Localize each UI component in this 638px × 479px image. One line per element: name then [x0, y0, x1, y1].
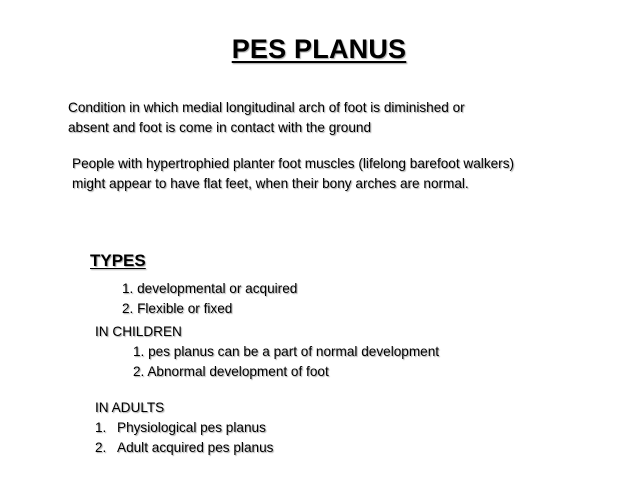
list-item: 1. pes planus can be a part of normal development: [133, 344, 440, 359]
list-item: 2. Abnormal development of foot: [133, 364, 329, 379]
list-item: 1. developmental or acquired: [122, 281, 298, 296]
definition-paragraph: [68, 98, 465, 138]
list-item: 2. Flexible or fixed: [122, 301, 233, 316]
list-number: 1.: [95, 420, 107, 435]
definition-line: Condition in which medial longitudinal arch of foot is diminished or: [68, 100, 465, 115]
note-paragraph: [72, 154, 514, 194]
list-text: Adult acquired pes planus: [117, 440, 274, 455]
note-line: People with hypertrophied planter foot muscles (lifelong barefoot walkers): [72, 156, 515, 171]
list-number: 2.: [95, 440, 107, 455]
definition-line: absent and foot is come in contact with the ground: [68, 120, 372, 135]
adults-list: [95, 418, 273, 458]
children-list: [133, 342, 439, 382]
types-list: [122, 279, 297, 319]
list-text: Physiological pes planus: [117, 420, 266, 435]
slide-title: PES PLANUS: [231, 34, 407, 64]
list-item: [95, 418, 273, 438]
types-heading: TYPES: [90, 251, 146, 270]
list-item: [95, 438, 273, 458]
children-heading: IN CHILDREN: [95, 324, 182, 339]
adults-heading: IN ADULTS: [95, 400, 165, 415]
note-line: might appear to have flat feet, when their bony arches are normal.: [72, 176, 469, 191]
